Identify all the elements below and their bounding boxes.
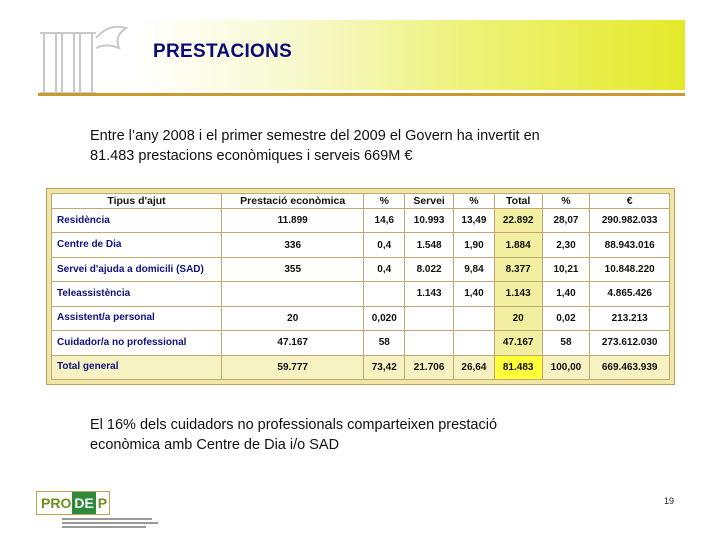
table-row <box>52 209 670 233</box>
table-row <box>52 331 670 355</box>
cell-servei: 10.993 <box>405 209 454 233</box>
cell-euros: 88.943.016 <box>590 233 670 257</box>
cell-euros: 10.848.220 <box>590 257 670 281</box>
table-row <box>52 257 670 281</box>
cell-servei: 8.022 <box>405 257 454 281</box>
header-total: Total <box>494 194 542 209</box>
cell-prestacio: 11.899 <box>222 209 364 233</box>
logo-de: DE <box>72 492 95 514</box>
cell-pct-servei: 13,49 <box>454 209 495 233</box>
cell-pct-servei: 1,90 <box>454 233 495 257</box>
intro-line-2: 81.483 prestacions econòmiques i serveis 669M € <box>90 148 413 164</box>
cell-euros: 290.982.033 <box>590 209 670 233</box>
note-text <box>90 415 650 455</box>
cell-pct-servei: 9,84 <box>454 257 495 281</box>
benefits-table <box>51 193 670 380</box>
header-euros: € <box>590 194 670 209</box>
cell-pct-prestacio: 14,6 <box>364 209 405 233</box>
intro-line-1: Entre l’any 2008 i el primer semestre del 2009 el Govern ha invertit en <box>90 128 540 144</box>
cell-total: 47.167 <box>494 331 542 355</box>
cell-pct-total: 28,07 <box>542 209 590 233</box>
cell-pct-total: 0,02 <box>542 306 590 330</box>
cell-total-highlight: 81.483 <box>494 355 542 379</box>
cell-euros: 669.463.939 <box>590 355 670 379</box>
pillars-logo-icon <box>34 18 134 98</box>
cell-prestacio: 47.167 <box>222 331 364 355</box>
cell-prestacio: 355 <box>222 257 364 281</box>
slide-title: PRESTACIONS <box>153 41 293 62</box>
table-row <box>52 282 670 306</box>
cell-pct-total: 1,40 <box>542 282 590 306</box>
table-header-row <box>52 194 670 209</box>
header-tipus: Tipus d'ajut <box>52 194 222 209</box>
cell-pct-total: 58 <box>542 331 590 355</box>
cell-pct-prestacio: 73,42 <box>364 355 405 379</box>
cell-total: 1.884 <box>494 233 542 257</box>
logo-p: P <box>97 495 108 511</box>
header-prestacio: Prestació econòmica <box>222 194 364 209</box>
intro-text <box>90 126 650 166</box>
header-servei: Servei <box>405 194 454 209</box>
cell-prestacio <box>222 282 364 306</box>
cell-euros: 273.612.030 <box>590 331 670 355</box>
table-row <box>52 233 670 257</box>
footer-fine-print <box>62 518 158 530</box>
note-line-1: El 16% dels cuidadors no professionals comparteixen prestació <box>90 417 498 433</box>
table-total-row <box>52 355 670 379</box>
row-label: Cuidador/a no professional <box>52 331 222 355</box>
note-line-2: econòmica amb Centre de Dia i/o SAD <box>90 437 340 453</box>
cell-pct-servei <box>454 306 495 330</box>
cell-pct-servei: 26,64 <box>454 355 495 379</box>
cell-servei: 1.548 <box>405 233 454 257</box>
row-label: Total general <box>52 355 222 379</box>
cell-pct-total: 2,30 <box>542 233 590 257</box>
cell-prestacio: 59.777 <box>222 355 364 379</box>
cell-total: 1.143 <box>494 282 542 306</box>
cell-pct-prestacio: 0,4 <box>364 257 405 281</box>
cell-prestacio: 20 <box>222 306 364 330</box>
benefits-table-container <box>46 188 675 385</box>
cell-total: 20 <box>494 306 542 330</box>
cell-prestacio: 336 <box>222 233 364 257</box>
cell-servei: 21.706 <box>405 355 454 379</box>
logo-pro: PRO <box>41 495 72 511</box>
cell-pct-servei <box>454 331 495 355</box>
header-pct-total: % <box>542 194 590 209</box>
cell-servei: 1.143 <box>405 282 454 306</box>
cell-total: 22.892 <box>494 209 542 233</box>
header-pct-prestacio: % <box>364 194 405 209</box>
page-number: 19 <box>664 496 675 506</box>
row-label: Centre de Dia <box>52 233 222 257</box>
cell-pct-prestacio <box>364 282 405 306</box>
cell-euros: 4.865.426 <box>590 282 670 306</box>
cell-pct-prestacio: 0,020 <box>364 306 405 330</box>
cell-total: 8.377 <box>494 257 542 281</box>
table-row <box>52 306 670 330</box>
header-pct-servei: % <box>454 194 495 209</box>
row-label: Servei d'ajuda a domicili (SAD) <box>52 257 222 281</box>
cell-pct-total: 10,21 <box>542 257 590 281</box>
row-label: Residència <box>52 209 222 233</box>
cell-pct-prestacio: 0,4 <box>364 233 405 257</box>
cell-euros: 213.213 <box>590 306 670 330</box>
cell-servei <box>405 306 454 330</box>
row-label: Teleassistència <box>52 282 222 306</box>
cell-pct-total: 100,00 <box>542 355 590 379</box>
cell-servei <box>405 331 454 355</box>
header-divider <box>38 93 685 96</box>
row-label: Assistent/a personal <box>52 306 222 330</box>
cell-pct-prestacio: 58 <box>364 331 405 355</box>
prodep-logo <box>36 491 110 515</box>
cell-pct-servei: 1,40 <box>454 282 495 306</box>
